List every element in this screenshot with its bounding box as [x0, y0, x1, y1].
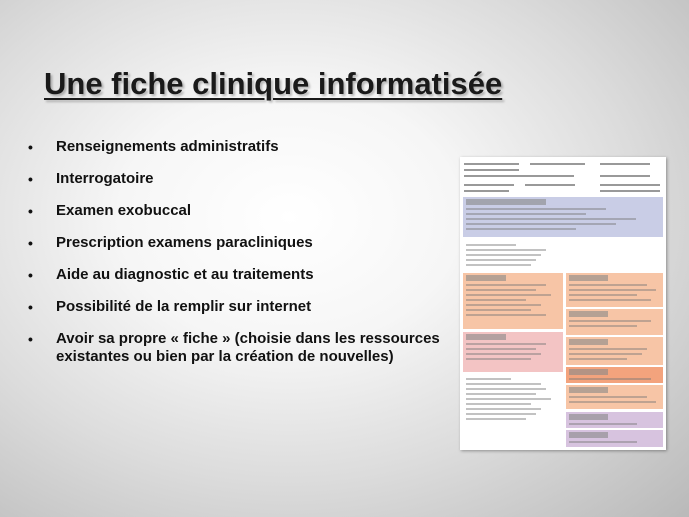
form-section-position: [566, 385, 663, 409]
form-line: [464, 175, 574, 177]
clinical-form-thumbnail: [460, 157, 666, 450]
form-line: [464, 169, 519, 171]
form-section-pain: [566, 273, 663, 307]
form-section-exam: [463, 273, 563, 329]
bullet-item: • Possibilité de la remplir sur internet: [28, 298, 448, 316]
form-section-anomalies: [566, 367, 663, 383]
bullet-item: • Examen exobuccal: [28, 202, 448, 220]
form-line: [464, 190, 509, 192]
form-line: [525, 184, 575, 186]
form-section-motif: [463, 197, 663, 237]
form-section-dysfunction-1: [566, 412, 663, 428]
bullet-item: • Interrogatoire: [28, 170, 448, 188]
bullet-item: • Avoir sa propre « fiche » (choisie dans les ressources existantes ou bien par la création de nouvelles): [28, 330, 448, 366]
bullet-item: • Prescription examens paracliniques: [28, 234, 448, 252]
form-section-muscles: [463, 332, 563, 372]
bullet-list: [28, 138, 448, 380]
slide-title: Une fiche clinique informatisée: [44, 66, 503, 101]
form-section-general: [463, 241, 563, 271]
form-line: [600, 163, 650, 165]
form-line: [600, 184, 660, 186]
form-line: [530, 163, 585, 165]
form-line: [600, 190, 660, 192]
form-line: [464, 163, 519, 165]
form-line: [464, 184, 514, 186]
bullet-item: • Renseignements administratifs: [28, 138, 448, 156]
form-section-noise: [566, 337, 663, 365]
bullet-item: • Aide au diagnostic et au traitements: [28, 266, 448, 284]
form-line: [600, 175, 650, 177]
form-section-dysfunction-2: [566, 430, 663, 447]
form-section-limitations: [566, 309, 663, 335]
form-section-habits: [463, 375, 563, 445]
